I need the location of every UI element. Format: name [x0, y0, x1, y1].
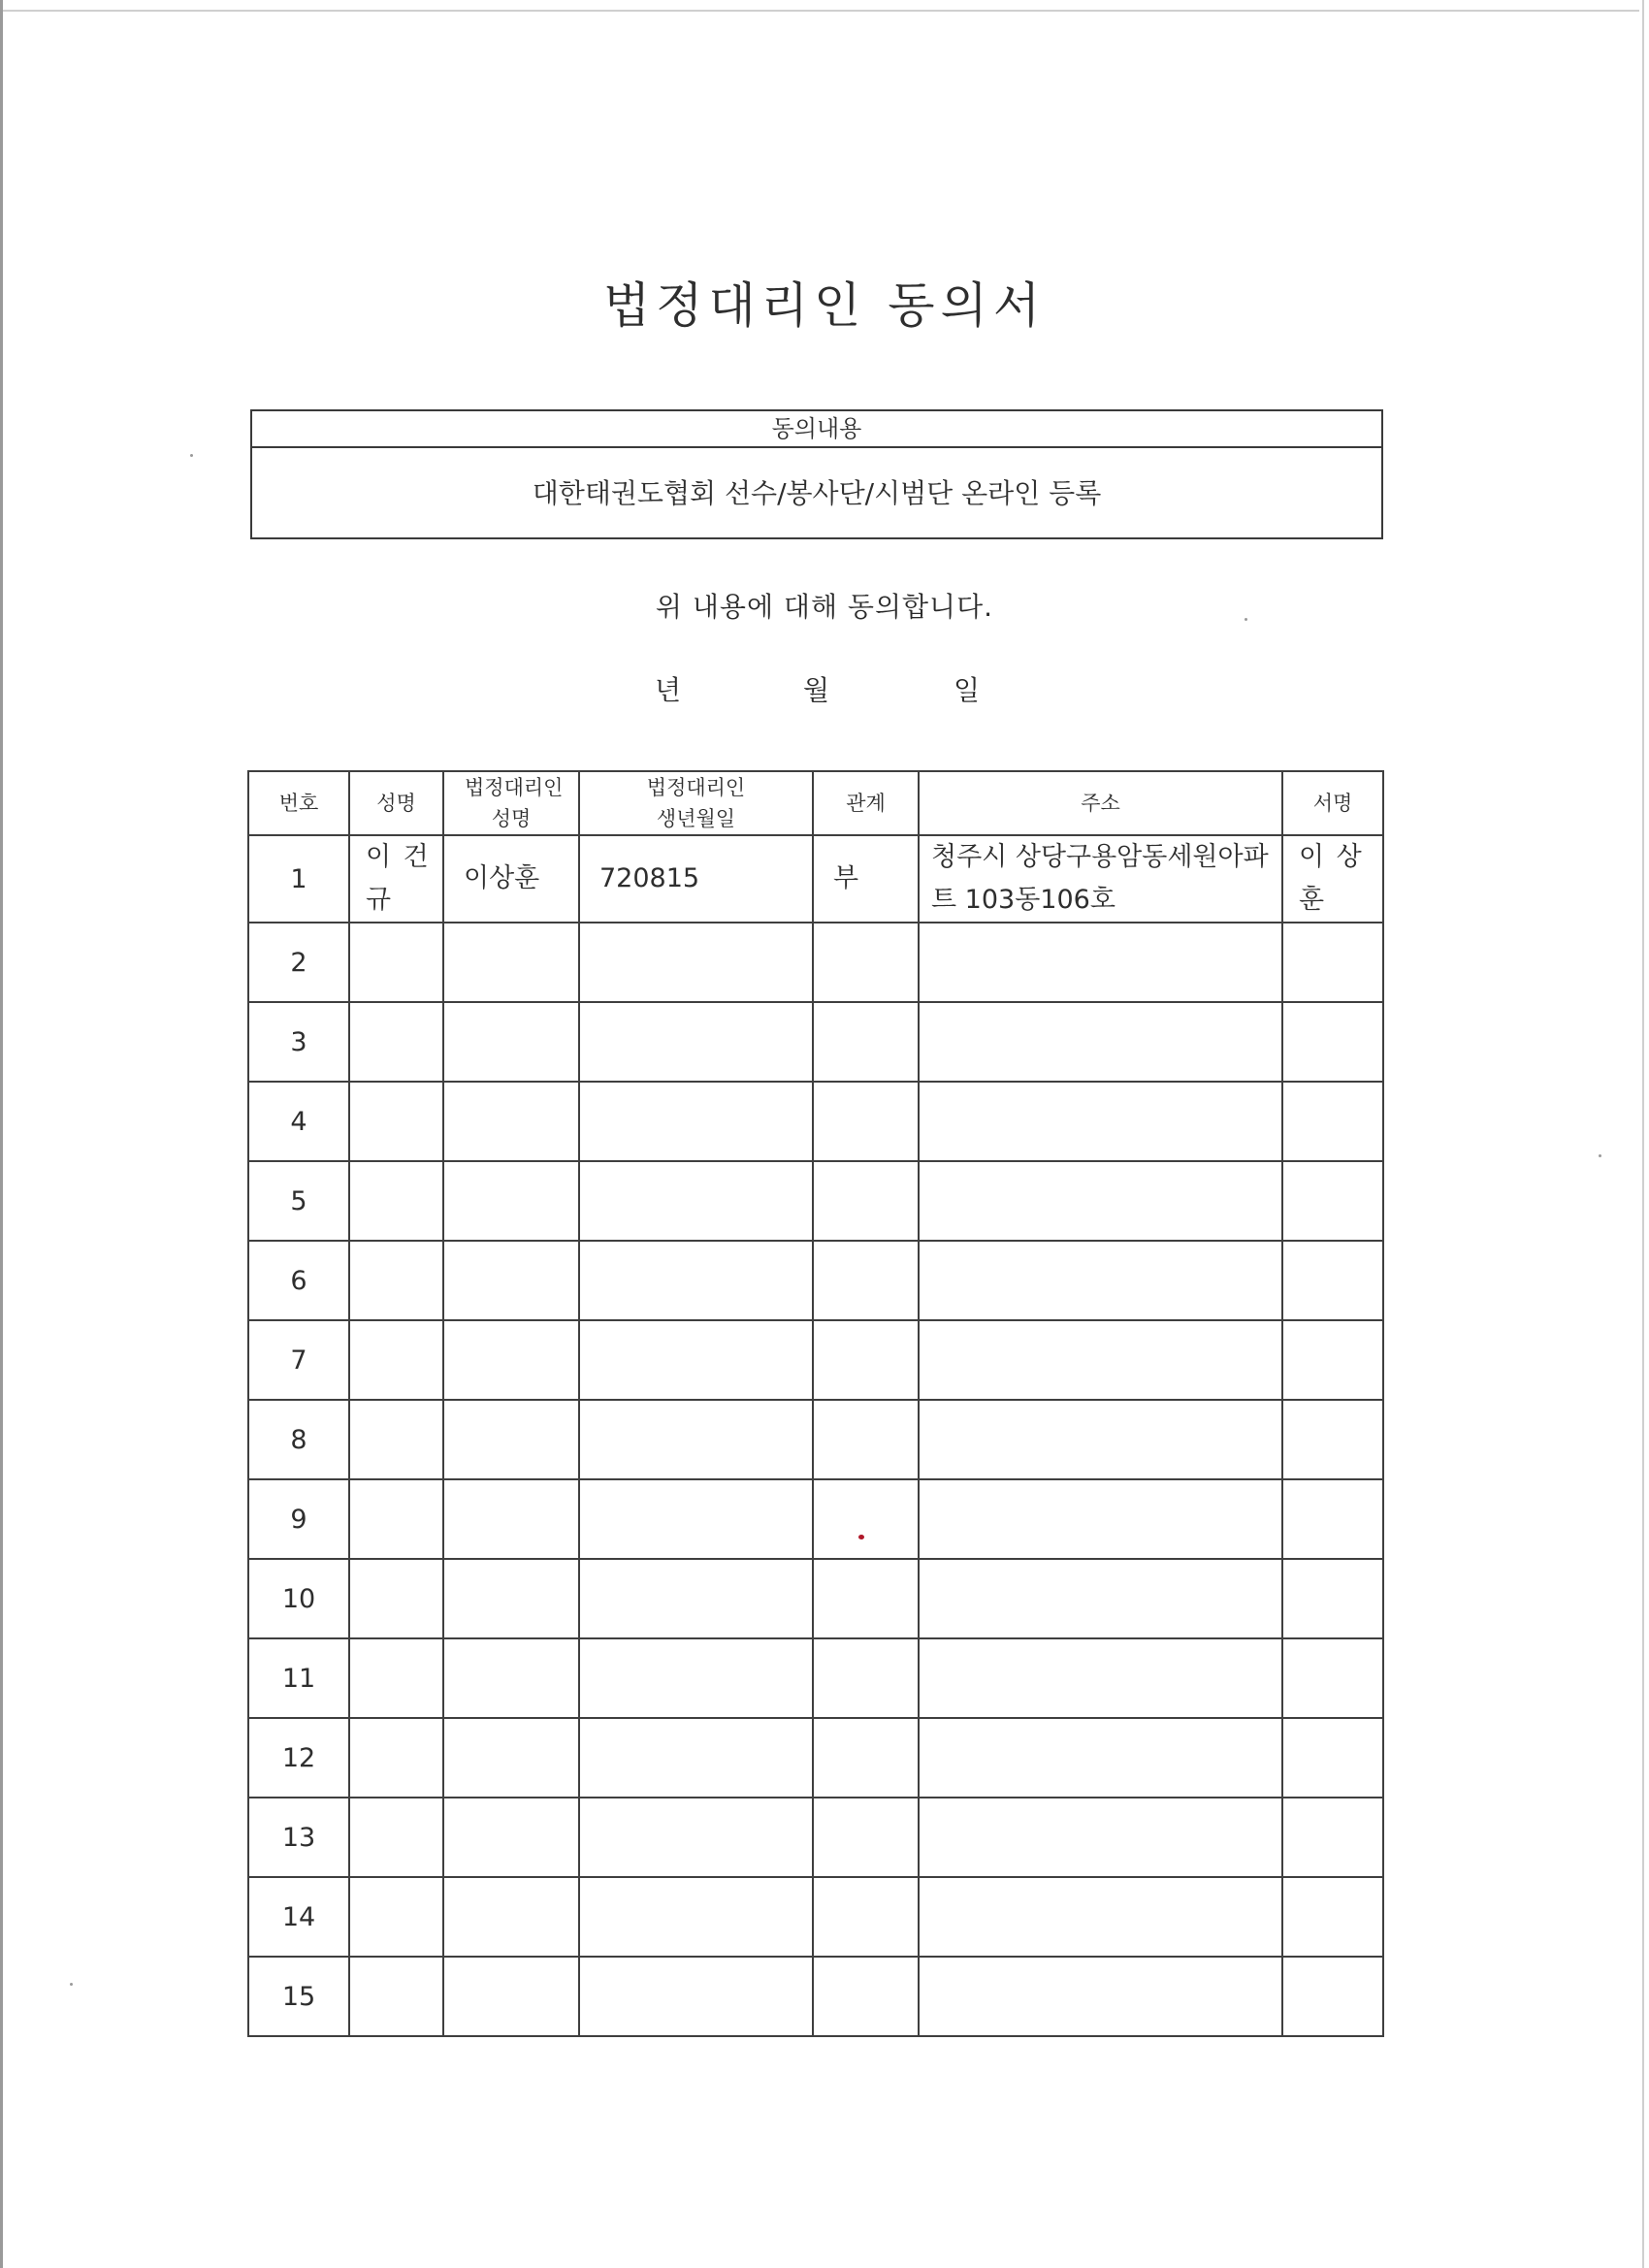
cell-name	[349, 1161, 443, 1241]
cell-address	[919, 1559, 1282, 1638]
cell-relation	[813, 1638, 919, 1718]
cell-relation	[813, 1400, 919, 1479]
cell-no: 5	[248, 1161, 349, 1241]
cell-guardian-birth: 720815	[579, 835, 813, 923]
cell-signature	[1282, 1320, 1383, 1400]
cell-signature	[1282, 1718, 1383, 1798]
scan-left-edge	[0, 0, 3, 2268]
cell-relation	[813, 1479, 919, 1559]
cell-address	[919, 1638, 1282, 1718]
header-guardian-birth-text: 법정대리인 생년월일	[646, 776, 746, 830]
table-row	[248, 1479, 1383, 1559]
cell-name	[349, 923, 443, 1002]
cell-guardian-birth	[579, 1241, 813, 1320]
cell-guardian-name	[443, 1320, 579, 1400]
cell-relation	[813, 1718, 919, 1798]
cell-guardian-name	[443, 1082, 579, 1161]
cell-relation	[813, 1877, 919, 1957]
cell-address	[919, 1718, 1282, 1798]
header-signature: 서명	[1282, 771, 1383, 835]
cell-guardian-birth	[579, 1718, 813, 1798]
cell-no: 1	[248, 835, 349, 923]
cell-no: 11	[248, 1638, 349, 1718]
cell-guardian-name	[443, 1479, 579, 1559]
header-guardian-name-text: 법정대리인 성명	[465, 776, 564, 830]
cell-signature	[1282, 1082, 1383, 1161]
cell-guardian-birth	[579, 1479, 813, 1559]
cell-no: 9	[248, 1479, 349, 1559]
cell-signature	[1282, 1241, 1383, 1320]
cell-guardian-name	[443, 1798, 579, 1877]
table-row	[248, 1082, 1383, 1161]
table-row	[248, 835, 1383, 923]
cell-guardian-birth	[579, 1320, 813, 1400]
cell-name	[349, 1320, 443, 1400]
cell-no: 2	[248, 923, 349, 1002]
cell-name	[349, 1479, 443, 1559]
table-row	[248, 1320, 1383, 1400]
cell-guardian-birth	[579, 1638, 813, 1718]
cell-guardian-name	[443, 1957, 579, 2036]
table-row	[248, 1877, 1383, 1957]
cell-no: 12	[248, 1718, 349, 1798]
cell-name	[349, 1798, 443, 1877]
cell-guardian-name	[443, 1241, 579, 1320]
cell-address	[919, 1241, 1282, 1320]
cell-signature: 이 상 훈	[1282, 835, 1383, 923]
cell-signature	[1282, 1877, 1383, 1957]
cell-guardian-birth	[579, 1559, 813, 1638]
cell-signature	[1282, 1559, 1383, 1638]
table-row	[248, 1002, 1383, 1082]
cell-no: 8	[248, 1400, 349, 1479]
cell-relation	[813, 1559, 919, 1638]
cell-signature	[1282, 1479, 1383, 1559]
cell-guardian-birth	[579, 1002, 813, 1082]
table-row	[248, 1241, 1383, 1320]
cell-no: 6	[248, 1241, 349, 1320]
cell-name	[349, 1718, 443, 1798]
cell-relation	[813, 1161, 919, 1241]
header-guardian-name	[443, 771, 579, 835]
cell-no: 14	[248, 1877, 349, 1957]
cell-name	[349, 1082, 443, 1161]
guardian-registry-table	[247, 770, 1384, 2037]
scan-dust	[190, 454, 193, 457]
scan-dust	[1245, 618, 1247, 621]
cell-guardian-birth	[579, 1161, 813, 1241]
scan-right-edge	[1642, 0, 1644, 2268]
table-row	[248, 1161, 1383, 1241]
header-name: 성명	[349, 771, 443, 835]
cell-guardian-birth	[579, 1400, 813, 1479]
cell-no: 15	[248, 1957, 349, 2036]
cell-signature	[1282, 1638, 1383, 1718]
cell-no: 3	[248, 1002, 349, 1082]
cell-guardian-name: 이상훈	[443, 835, 579, 923]
cell-guardian-name	[443, 1718, 579, 1798]
header-guardian-birth	[579, 771, 813, 835]
consent-header: 동의내용	[252, 411, 1381, 448]
cell-relation	[813, 923, 919, 1002]
cell-relation	[813, 1241, 919, 1320]
cell-address	[919, 1798, 1282, 1877]
document-title: 법정대리인 동의서	[602, 277, 1047, 334]
cell-guardian-name	[443, 923, 579, 1002]
cell-name: 이 건 규	[349, 835, 443, 923]
ink-speck	[858, 1535, 864, 1539]
consent-text: 대한태권도협회 선수/봉사단/시범단 온라인 등록	[532, 477, 1102, 509]
scan-top-edge	[0, 10, 1639, 12]
cell-name	[349, 1957, 443, 2036]
cell-address	[919, 1479, 1282, 1559]
scan-dust	[1599, 1154, 1601, 1157]
date-day-label: 일	[954, 674, 981, 706]
cell-address	[919, 923, 1282, 1002]
cell-name	[349, 1241, 443, 1320]
table-row	[248, 1718, 1383, 1798]
table-row	[248, 1638, 1383, 1718]
cell-guardian-birth	[579, 1798, 813, 1877]
cell-name	[349, 1877, 443, 1957]
cell-address: 청주시 상당구용암동세원아파트 103동106호	[919, 835, 1282, 923]
cell-name	[349, 1400, 443, 1479]
consent-box	[250, 409, 1383, 539]
cell-signature	[1282, 923, 1383, 1002]
table-row	[248, 1957, 1383, 2036]
cell-guardian-birth	[579, 923, 813, 1002]
cell-no: 4	[248, 1082, 349, 1161]
cell-signature	[1282, 1798, 1383, 1877]
table-row	[248, 1559, 1383, 1638]
table-row	[248, 1798, 1383, 1877]
header-relation: 관계	[813, 771, 919, 835]
cell-signature	[1282, 1161, 1383, 1241]
cell-address	[919, 1400, 1282, 1479]
cell-address	[919, 1082, 1282, 1161]
cell-no: 7	[248, 1320, 349, 1400]
cell-address	[919, 1002, 1282, 1082]
cell-guardian-name	[443, 1638, 579, 1718]
cell-signature	[1282, 1400, 1383, 1479]
cell-guardian-name	[443, 1400, 579, 1479]
cell-address	[919, 1161, 1282, 1241]
cell-relation	[813, 1002, 919, 1082]
table-header-row	[248, 771, 1383, 835]
cell-guardian-name	[443, 1161, 579, 1241]
scan-dust	[70, 1983, 73, 1986]
cell-name	[349, 1002, 443, 1082]
cell-relation: 부	[813, 835, 919, 923]
cell-address	[919, 1877, 1282, 1957]
cell-no: 10	[248, 1559, 349, 1638]
cell-guardian-name	[443, 1877, 579, 1957]
cell-guardian-name	[443, 1559, 579, 1638]
cell-name	[349, 1638, 443, 1718]
date-year-label: 년	[655, 674, 682, 706]
header-no: 번호	[248, 771, 349, 835]
cell-name	[349, 1559, 443, 1638]
cell-address	[919, 1320, 1282, 1400]
cell-relation	[813, 1957, 919, 2036]
cell-signature	[1282, 1957, 1383, 2036]
cell-relation	[813, 1082, 919, 1161]
cell-guardian-birth	[579, 1082, 813, 1161]
cell-guardian-name	[443, 1002, 579, 1082]
cell-guardian-birth	[579, 1957, 813, 2036]
cell-guardian-birth	[579, 1877, 813, 1957]
agreement-statement: 위 내용에 대해 동의합니다.	[655, 591, 994, 623]
cell-no: 13	[248, 1798, 349, 1877]
table-row	[248, 1400, 1383, 1479]
date-month-label: 월	[803, 674, 830, 706]
cell-signature	[1282, 1002, 1383, 1082]
cell-address	[919, 1957, 1282, 2036]
cell-relation	[813, 1320, 919, 1400]
header-address: 주소	[919, 771, 1282, 835]
table-row	[248, 923, 1383, 1002]
cell-relation	[813, 1798, 919, 1877]
